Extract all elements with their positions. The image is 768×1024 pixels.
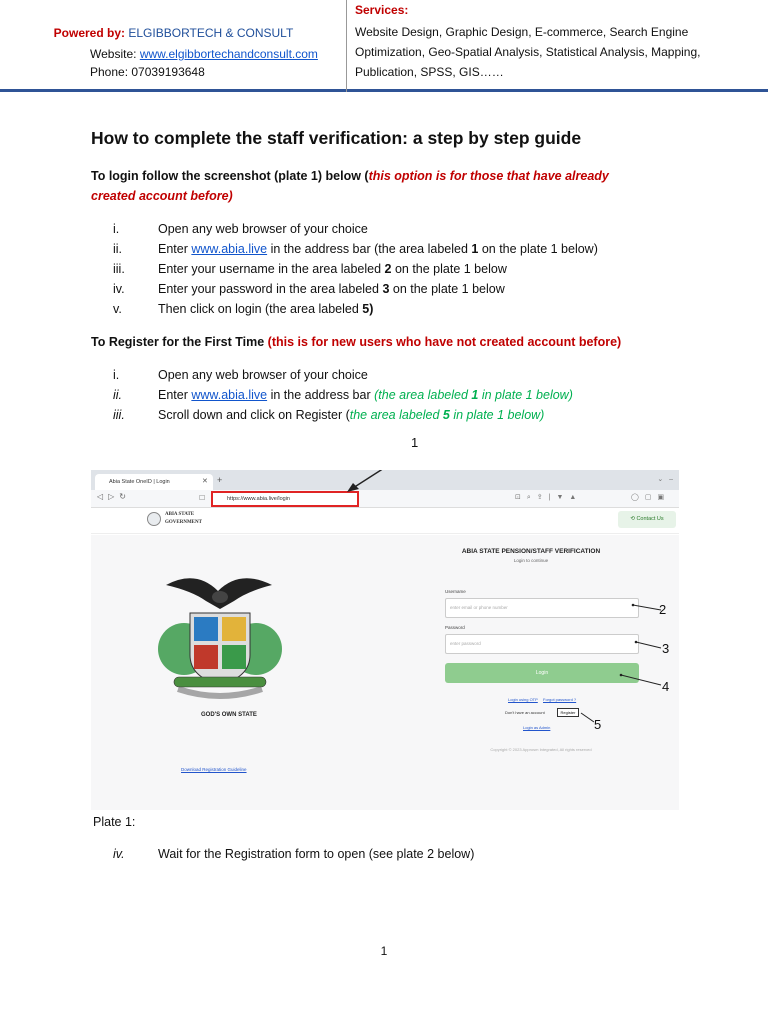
list-number: v.	[113, 302, 122, 316]
plus-icon[interactable]: +	[217, 475, 223, 485]
login-otp-link[interactable]: Login using OTP	[508, 697, 538, 702]
text-segment: in the address bar (the area labeled	[267, 242, 472, 256]
close-icon[interactable]: ✕	[202, 478, 208, 485]
password-label: Password	[445, 625, 465, 630]
callout-3: 3	[662, 641, 670, 656]
callout-2: 2	[659, 602, 667, 617]
text-green: the area labeled	[349, 408, 443, 422]
text-segment: Enter	[158, 242, 192, 256]
text-segment: Scroll down and click on Register (	[158, 408, 350, 422]
header-contact-cell	[0, 0, 347, 92]
list-number: iii.	[113, 262, 125, 276]
text-segment: on the plate 1 below	[389, 282, 505, 296]
website-line	[90, 47, 318, 61]
list-item	[113, 299, 673, 319]
login-intro-note: this option is for those that have already created account before)	[91, 169, 609, 203]
login-intro-text: To login follow the screenshot (plate 1) below (	[91, 169, 369, 183]
list-text: Open any web browser of your choice	[158, 222, 368, 236]
list-number: ii.	[113, 242, 123, 256]
list-item	[113, 405, 673, 425]
login-title: ABIA STATE PENSION/STAFF VERIFICATION	[461, 548, 601, 555]
gov-name-line: GOVERNMENT	[165, 520, 202, 525]
list-text	[158, 385, 573, 405]
text-bold: 2	[384, 262, 392, 276]
list-item	[113, 219, 673, 239]
copyright-text: Copyright © 2023 Approsm Integrated, All rights reserved	[490, 747, 592, 752]
list-number: iii.	[113, 408, 125, 422]
address-bar[interactable]: https://www.abia.live/login	[211, 491, 359, 507]
list-text: Open any web browser of your choice	[158, 368, 368, 382]
text-segment: Then click on login (the area labeled	[158, 302, 363, 316]
gov-name-line: ABIA STATE	[165, 512, 195, 517]
abia-link[interactable]: www.abia.live	[191, 388, 268, 402]
list-number: ii.	[113, 388, 123, 402]
phone-line: Phone: 07039193648	[90, 65, 205, 79]
navigation-icons[interactable]: ◁▷↻	[97, 492, 132, 501]
text-bold: 1	[471, 242, 479, 256]
services-title: Services:	[355, 3, 409, 17]
text-bold: 5)	[362, 302, 374, 316]
text-green: in plate 1 below)	[449, 408, 545, 422]
text-segment: Enter your username in the area labeled	[158, 262, 385, 276]
list-item	[113, 385, 673, 405]
list-item	[113, 239, 673, 259]
list-text	[158, 405, 544, 425]
text-segment: Enter	[158, 388, 192, 402]
contact-label: Contact Us	[636, 516, 664, 522]
header-services-cell	[347, 0, 768, 92]
company-name: ELGIBBORTECH & CONSULT	[128, 26, 294, 40]
login-admin-link[interactable]: Login as Admin	[523, 725, 551, 730]
list-item	[113, 844, 673, 864]
website-link[interactable]: www.elgibbortechandconsult.com	[139, 47, 318, 61]
services-text: Website Design, Graphic Design, E-commerce, Search Engine Optimization, Geo-Spatial Analysis, Statistical Analysis, Mapping, Publication, SPSS, GIS……	[355, 25, 701, 79]
list-number: i.	[113, 368, 120, 382]
list-item	[113, 259, 673, 279]
list-number: iv.	[113, 282, 125, 296]
text-segment: on the plate 1 below	[391, 262, 507, 276]
login-subtitle: Login to continue	[513, 558, 549, 563]
callout-arrows	[91, 470, 679, 810]
bookmark-icon[interactable]: ☐	[199, 495, 206, 502]
page-number: 1	[380, 944, 388, 958]
list-text	[158, 259, 507, 279]
text-segment: in the address bar	[267, 388, 375, 402]
list-item	[113, 279, 673, 299]
document-header	[0, 0, 768, 92]
register-intro	[91, 332, 651, 352]
text-green-bold: 5	[442, 408, 450, 422]
username-label: Username	[445, 589, 466, 594]
website-label: Website:	[90, 47, 137, 61]
login-intro	[91, 166, 651, 206]
username-input[interactable]: enter email or phone number	[445, 598, 639, 618]
text-green-bold: 1	[471, 388, 479, 402]
list-text	[158, 299, 373, 319]
text-bold: 3	[382, 282, 390, 296]
list-text	[158, 239, 598, 259]
text-green: (the area labeled	[374, 388, 472, 402]
list-text	[158, 279, 505, 299]
callout-4: 4	[662, 679, 670, 694]
toolbar-icons[interactable]: ⊡⌕⇪|▼▲	[515, 494, 583, 501]
callout-5: 5	[594, 717, 602, 732]
powered-label: Powered by:	[53, 26, 126, 40]
window-controls-icon[interactable]: ⌄ –	[657, 476, 673, 483]
login-button[interactable]: Login	[445, 663, 639, 683]
contact-us-button[interactable]: ⟲ Contact Us	[618, 511, 676, 528]
plate-1-screenshot	[91, 470, 679, 810]
abia-link[interactable]: www.abia.live	[191, 242, 268, 256]
password-input[interactable]: enter password	[445, 634, 639, 654]
register-link[interactable]: Register	[557, 708, 579, 717]
tab-title: Abia State OneID | Login	[109, 479, 170, 485]
no-account-text: Don't have an account	[505, 710, 545, 715]
text-segment: Enter your password in the area labeled	[158, 282, 383, 296]
forgot-password-link[interactable]: Forgot password ?	[543, 697, 577, 702]
plate-caption: Plate 1:	[93, 815, 136, 829]
text-green: in plate 1 below)	[478, 388, 573, 402]
list-number: i.	[113, 222, 120, 236]
text-segment: on the plate 1 below)	[478, 242, 598, 256]
callout-1: 1	[411, 435, 419, 450]
page-title: How to complete the staff verification: a step by step guide	[91, 128, 582, 148]
download-guideline-link[interactable]: Download Registration Guideline	[181, 767, 247, 772]
motto-text: GOD'S OWN STATE	[201, 712, 257, 718]
extension-icons[interactable]: ◯▢▣	[631, 494, 671, 501]
register-intro-text: To Register for the First Time	[91, 335, 268, 349]
powered-by-line	[0, 26, 347, 40]
list-number: iv.	[113, 847, 125, 861]
register-intro-note: (this is for new users who have not created account before)	[267, 335, 622, 349]
list-item	[113, 365, 673, 385]
list-text: Wait for the Registration form to open (see plate 2 below)	[158, 847, 475, 861]
